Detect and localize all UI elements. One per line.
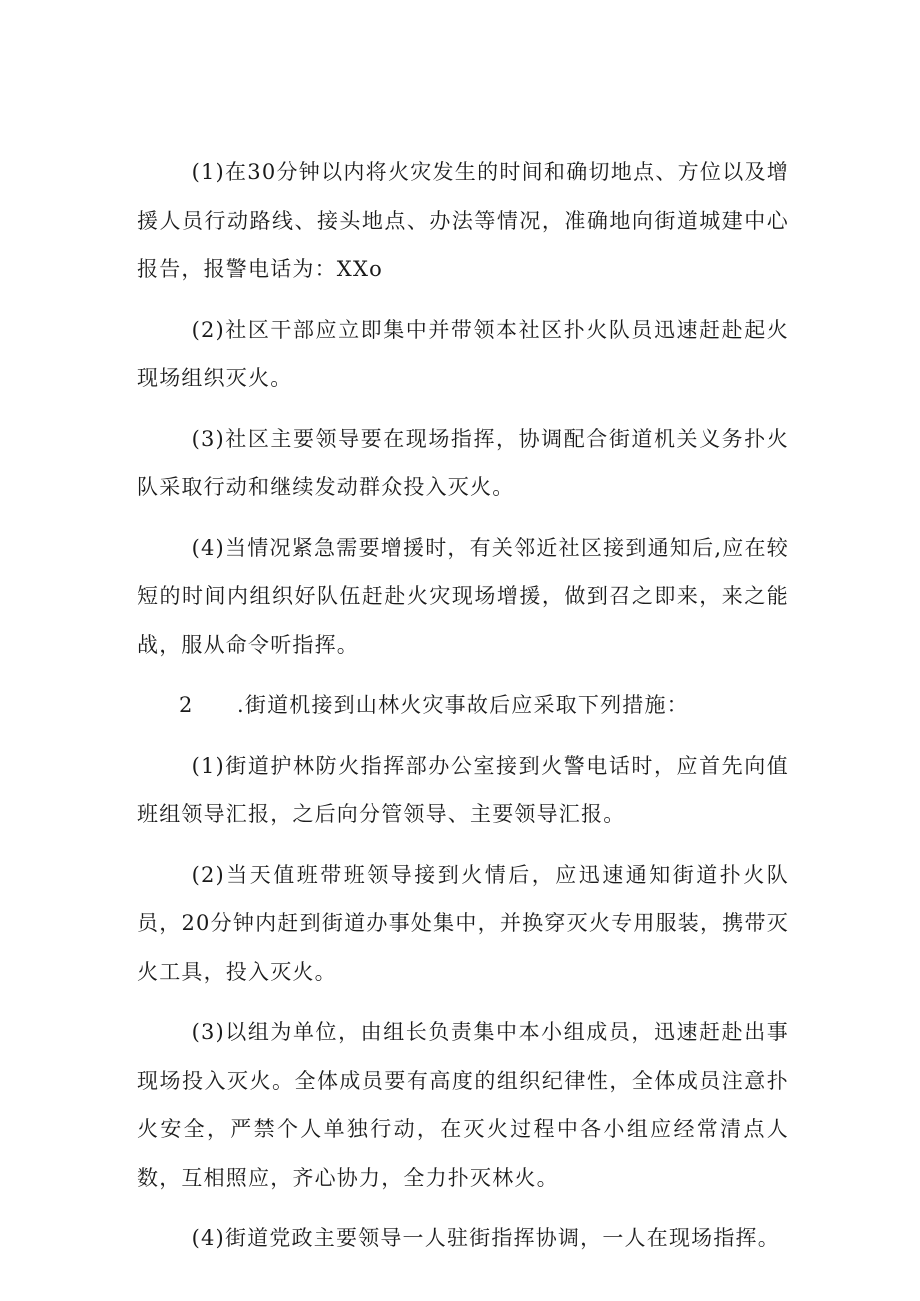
paragraph-1-4: (4)当情况紧急需要增援时，有关邻近社区接到通知后,应在较短的时间内组织好队伍赶赴火灾现场增援，做到召之即来，来之能战，服从命令听指挥。 bbox=[137, 535, 789, 657]
paragraph-2-2: (2)当天值班带班领导接到火情后，应迅速通知街道扑火队员，20分钟内赶到街道办事处集中，并换穿灭火专用服装，携带灭火工具，投入灭火。 bbox=[137, 862, 789, 984]
paragraph-1-3: (3)社区主要领导要在现场指挥，协调配合街道机关义务扑火队采取行动和继续发动群众投入灭火。 bbox=[137, 426, 789, 499]
paragraph-2-4: (4)街道党政主要领导一人驻街指挥协调，一人在现场指挥。 bbox=[191, 1226, 780, 1250]
paragraph-1-1: (1)在30分钟以内将火灾发生的时间和确切地点、方位以及增援人员行动路线、接头地点、办法等情况，准确地向街道城建中心报告，报警电话为：XXo bbox=[137, 160, 789, 281]
paragraph-1-2: (2)社区干部应立即集中并带领本社区扑火队员迅速赶赴起火现场组织灭火。 bbox=[137, 317, 789, 390]
paragraph-2-1: (1)街道护林防火指挥部办公室接到火警电话时，应首先向值班组领导汇报，之后向分管领导、主要领导汇报。 bbox=[137, 753, 789, 826]
paragraph-2-3: (3)以组为单位，由组长负责集中本小组成员，迅速赶赴出事现场投入灭火。全体成员要有高度的组织纪律性，全体成员注意扑火安全，严禁个人单独行动，在灭火过程中各小组应经常清点人数，互相照应，齐心协力，全力扑灭林火。 bbox=[137, 1020, 789, 1190]
section-2-text: .街道机接到山林火灾事故后应采取下列措施： bbox=[237, 693, 689, 717]
document-body bbox=[137, 148, 789, 1275]
section-2-number: 2 bbox=[179, 693, 194, 717]
section-2-heading bbox=[137, 681, 789, 730]
